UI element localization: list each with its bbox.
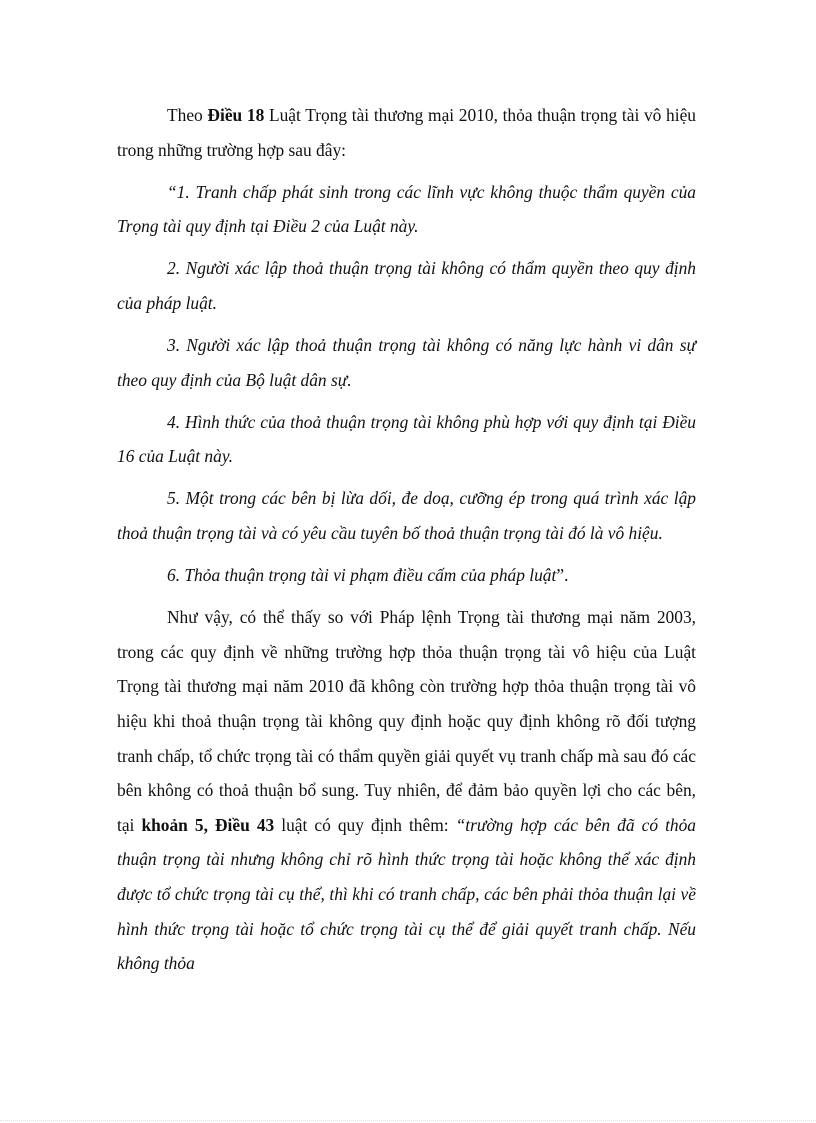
analysis-text-1: Như vậy, có thể thấy so với Pháp lệnh Trọng tài thương mại năm 2003, trong các quy định về những trường hợp thỏa thuận trọng tài vô hiệu của Luật Trọng tài thương mại năm 2010 đã không còn trường hợp thỏa thuận trọng tài vô hiệu khi thoả thuận trọng tài không quy định hoặc quy định không rõ đối tượng tranh chấp, tổ chức trọng tài có thẩm quyền giải quyết vụ tranh chấp mà sau đó các bên không có thoả thuận bổ sung. Tuy nhiên, để đảm bảo quyền lợi cho các bên, tại (117, 607, 696, 835)
analysis-text-2: luật có quy định thêm: (274, 814, 456, 835)
intro-text-post: Luật Trọng tài thương mại 2010, thỏa thuận trọng tài vô hiệu trong những trường hợp sau đây: (117, 105, 696, 160)
analysis-paragraph (117, 600, 696, 981)
list-item-4: 4. Hình thức của thoả thuận trọng tài không phù hợp với quy định tại Điều 16 của Luật này. (117, 411, 696, 467)
document-body (117, 98, 696, 981)
list-item-5: 5. Một trong các bên bị lừa dối, đe doạ, cưỡng ép trong quá trình xác lập thoả thuận trọng tài và có yêu cầu tuyên bố thoả thuận trọng tài đó là vô hiệu. (117, 488, 696, 544)
intro-article-ref: Điều 18 (207, 105, 265, 125)
analysis-quote: “trường hợp các bên đã có thỏa thuận trọng tài nhưng không chỉ rõ hình thức trọng tài hoặc không thể xác định được tổ chức trọng tài cụ thể, thì khi có tranh chấp, các bên phải thỏa thuận lại về hình thức trọng tài hoặc tổ chức trọng tài cụ thể để giải quyết tranh chấp. Nếu không thỏa (117, 814, 696, 974)
list-item-6 (117, 558, 696, 593)
intro-paragraph (117, 98, 696, 167)
list-item-3: 3. Người xác lập thoả thuận trọng tài không có năng lực hành vi dân sự theo quy định của Bộ luật dân sự. (117, 335, 696, 390)
list-item-6-text: 6. Thỏa thuận trọng tài vi phạm điều cấm của pháp luật (167, 565, 557, 586)
intro-text-pre: Theo (167, 105, 208, 125)
quote-close: ”. (556, 565, 569, 586)
list-item-2: 2. Người xác lập thoả thuận trọng tài không có thẩm quyền theo quy định của pháp luật. (117, 258, 696, 313)
analysis-clause-ref: khoản 5, Điều 43 (141, 814, 275, 835)
page-bottom-divider (0, 1120, 816, 1121)
list-item-1: “1. Tranh chấp phát sinh trong các lĩnh vực không thuộc thẩm quyền của Trọng tài quy định tại Điều 2 của Luật này. (117, 181, 696, 237)
